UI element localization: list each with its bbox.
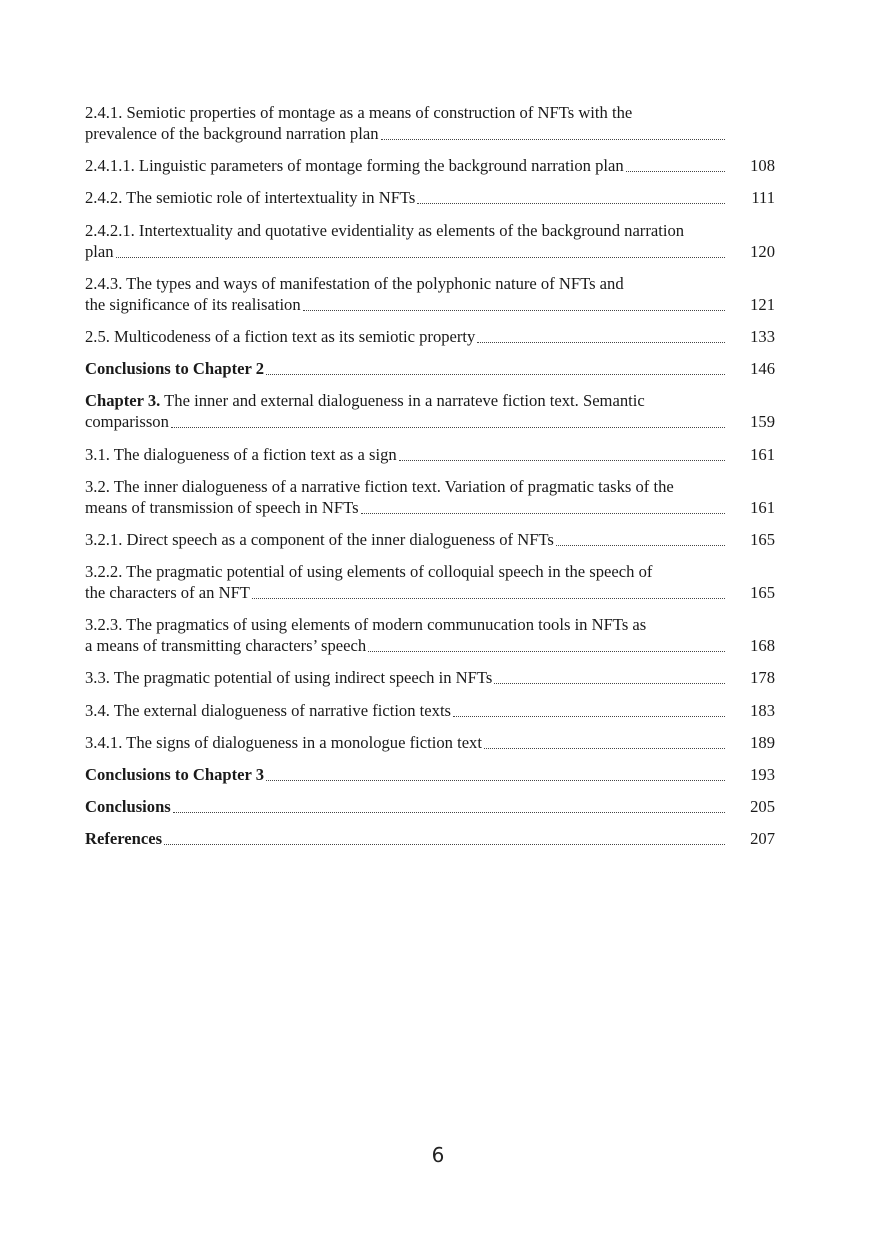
- dot-leader: [367, 635, 725, 656]
- toc-entry-last-line: Conclusions: [85, 797, 171, 817]
- toc-entry-title: [85, 390, 725, 432]
- toc-entry[interactable]: [85, 561, 775, 603]
- toc-entry-last-line: 2.4.2. The semiotic role of intertextuality in NFTs: [85, 188, 416, 208]
- toc-entry-page: 161: [750, 444, 775, 464]
- toc-entry-page: 207: [750, 829, 775, 849]
- toc-entry-last-line: 3.1. The dialogueness of a fiction text as a sign: [85, 444, 397, 464]
- toc-entry-title: [85, 529, 725, 550]
- toc-entry-last-line: 3.3. The pragmatic potential of using indirect speech in NFTs: [85, 668, 493, 688]
- toc-entry[interactable]: [85, 444, 775, 465]
- dot-leader: [172, 796, 725, 817]
- toc-entry-last-line: 2.4.1.1. Linguistic parameters of montage forming the background narration plan: [85, 156, 624, 176]
- dot-leader: [170, 411, 725, 432]
- toc-entry[interactable]: [85, 273, 775, 315]
- dot-leader: [251, 582, 725, 603]
- toc-entry-page: 168: [750, 636, 775, 656]
- toc-entry-page: 193: [750, 765, 775, 784]
- toc-entry[interactable]: [85, 796, 775, 817]
- toc-entry-last-line: 2.5. Multicodeness of a fiction text as its semiotic property: [85, 326, 476, 346]
- toc-entry-page: 189: [750, 732, 775, 752]
- dot-leader: [416, 187, 725, 208]
- toc-entry-line: The inner and external dialogueness in a narrateve fiction text. Semantic: [160, 391, 645, 411]
- toc-entry-last-line: the characters of an NFT: [85, 583, 250, 603]
- toc-entry[interactable]: [85, 700, 775, 721]
- toc-entry[interactable]: [85, 326, 775, 347]
- toc-entry-title: [85, 273, 725, 315]
- toc-entry-title: [85, 220, 725, 262]
- toc-entry-page: 111: [751, 188, 775, 208]
- toc-entry-title: [85, 614, 725, 656]
- toc-entry-last-line: prevalence of the background narration plan: [85, 124, 379, 143]
- dot-leader: [302, 294, 725, 315]
- toc-entry[interactable]: [85, 187, 775, 208]
- toc-entry-title: [85, 476, 725, 518]
- dot-leader: [398, 444, 725, 465]
- toc-entry-title: [85, 102, 725, 144]
- toc-entry[interactable]: [85, 764, 775, 785]
- toc-entry-line: 2.4.1. Semiotic properties of montage as a means of construction of NFTs with the: [85, 103, 633, 122]
- toc-entry-line: 2.4.3. The types and ways of manifestation of the polyphonic nature of NFTs and: [85, 273, 624, 293]
- toc-entry[interactable]: [85, 155, 775, 176]
- toc-entry-title: [85, 764, 725, 785]
- table-of-contents: [85, 102, 775, 861]
- dot-leader: [380, 123, 726, 144]
- toc-entry-title: [85, 358, 725, 379]
- toc-entry-chapter-label: Chapter 3.: [85, 391, 161, 411]
- toc-entry[interactable]: [85, 102, 775, 144]
- toc-entry-title: [85, 561, 725, 603]
- toc-entry-page: 121: [750, 294, 775, 314]
- toc-entry-page: 146: [750, 359, 775, 379]
- toc-entry-line: 3.2.2. The pragmatic potential of using elements of colloquial speech in the speech of: [85, 562, 653, 582]
- toc-entry-title: [85, 828, 725, 849]
- toc-entry-last-line: References: [85, 829, 163, 849]
- toc-entry-last-line: 3.2.1. Direct speech as a component of the inner dialogueness of NFTs: [85, 529, 554, 549]
- toc-entry-last-line: plan: [85, 241, 114, 261]
- toc-entry-line: 3.2.3. The pragmatics of using elements of modern communucation tools in NFTs as: [85, 615, 647, 635]
- toc-entry-page: 178: [750, 668, 775, 688]
- dot-leader: [360, 497, 725, 518]
- dot-leader: [163, 828, 725, 849]
- dot-leader: [625, 155, 725, 176]
- toc-entry-page: 165: [750, 583, 775, 603]
- dot-leader: [115, 241, 725, 262]
- toc-entry-last-line: the significance of its realisation: [85, 294, 301, 314]
- toc-entry[interactable]: [85, 667, 775, 688]
- toc-entry-line: 3.2. The inner dialogueness of a narrative fiction text. Variation of pragmatic tasks of the: [85, 476, 674, 496]
- dot-leader: [452, 700, 725, 721]
- toc-entry-page: 108: [750, 156, 775, 176]
- toc-entry[interactable]: [85, 358, 775, 379]
- toc-entry[interactable]: [85, 732, 775, 753]
- toc-entry-last-line: Conclusions to Chapter 3: [85, 765, 265, 784]
- toc-entry[interactable]: [85, 390, 775, 432]
- toc-entry[interactable]: [85, 476, 775, 518]
- dot-leader: [555, 529, 725, 550]
- toc-entry[interactable]: [85, 220, 775, 262]
- toc-entry-page: 133: [750, 326, 775, 346]
- toc-entry[interactable]: [85, 828, 775, 849]
- toc-entry-title: [85, 444, 725, 465]
- toc-entry-title: [85, 155, 725, 176]
- toc-entry-title: [85, 326, 725, 347]
- toc-entry-last-line: Conclusions to Chapter 2: [85, 359, 265, 379]
- toc-entry-title: [85, 796, 725, 817]
- toc-entry-line: 2.4.2.1. Intertextuality and quotative evidentiality as elements of the background narration: [85, 220, 685, 240]
- toc-entry[interactable]: [85, 614, 775, 656]
- toc-entry-last-line: means of transmission of speech in NFTs: [85, 497, 359, 517]
- toc-entry-last-line: 3.4. The external dialogueness of narrative fiction texts: [85, 700, 452, 720]
- toc-entry-page: 205: [750, 797, 775, 817]
- dot-leader: [493, 667, 725, 688]
- toc-entry-page: 183: [750, 700, 775, 720]
- page-number: 6: [431, 1143, 445, 1167]
- dot-leader: [265, 764, 725, 785]
- toc-entry-page: 159: [750, 412, 775, 432]
- toc-entry-last-line: comparisson: [85, 412, 169, 432]
- toc-entry-title: [85, 667, 725, 688]
- toc-entry-page: 120: [750, 241, 775, 261]
- dot-leader: [483, 732, 725, 753]
- toc-entry-title: [85, 187, 725, 208]
- toc-entry[interactable]: [85, 529, 775, 550]
- toc-entry-title: [85, 700, 725, 721]
- toc-entry-title: [85, 732, 725, 753]
- toc-entry-last-line: a means of transmitting characters’ speech: [85, 636, 367, 656]
- toc-entry-page: 165: [750, 529, 775, 549]
- dot-leader: [476, 326, 725, 347]
- dot-leader: [265, 358, 725, 379]
- toc-entry-last-line: 3.4.1. The signs of dialogueness in a monologue fiction text: [85, 732, 482, 752]
- toc-entry-page: 161: [750, 497, 775, 517]
